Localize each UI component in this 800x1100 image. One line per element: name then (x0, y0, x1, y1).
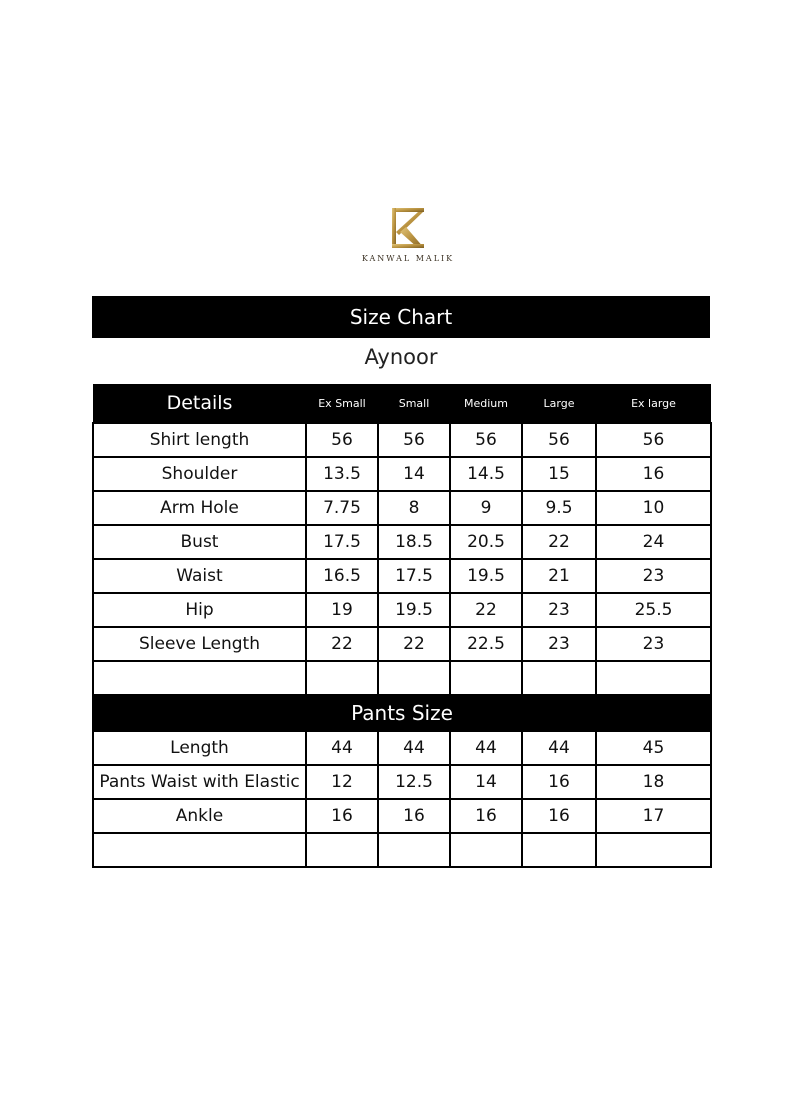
row-label: Arm Hole (93, 491, 306, 525)
measurement-cell: 56 (596, 423, 711, 457)
measurement-cell: 16.5 (306, 559, 378, 593)
row-label: Bust (93, 525, 306, 559)
measurement-cell: 56 (378, 423, 450, 457)
pants-section-row (93, 695, 711, 731)
table-row (93, 627, 711, 661)
row-label: Sleeve Length (93, 627, 306, 661)
measurement-cell: 22 (306, 627, 378, 661)
measurement-cell: 12.5 (378, 765, 450, 799)
measurement-cell: 23 (522, 593, 596, 627)
table-row (93, 491, 711, 525)
measurement-cell: 23 (522, 627, 596, 661)
row-label: Pants Waist with Elastic (93, 765, 306, 799)
blank-cell (596, 833, 711, 867)
measurement-cell: 9 (450, 491, 522, 525)
row-label: Shirt length (93, 423, 306, 457)
row-label: Shoulder (93, 457, 306, 491)
blank-cell (450, 833, 522, 867)
measurement-cell: 22 (378, 627, 450, 661)
measurement-cell: 44 (378, 731, 450, 765)
row-label: Waist (93, 559, 306, 593)
size-chart-title-bar (92, 296, 710, 338)
measurement-cell: 18 (596, 765, 711, 799)
blank-cell (378, 661, 450, 695)
measurement-cell: 20.5 (450, 525, 522, 559)
measurement-cell: 44 (306, 731, 378, 765)
measurement-cell: 16 (450, 799, 522, 833)
measurement-cell: 44 (450, 731, 522, 765)
measurement-cell: 15 (522, 457, 596, 491)
measurement-cell: 16 (522, 765, 596, 799)
measurement-cell: 56 (522, 423, 596, 457)
size-chart-title: Size Chart (349, 305, 453, 329)
measurement-cell: 25.5 (596, 593, 711, 627)
measurement-cell: 22.5 (450, 627, 522, 661)
table-row (93, 525, 711, 559)
measurement-cell: 21 (522, 559, 596, 593)
size-header-ex-large: Ex large (596, 384, 711, 423)
measurement-cell: 16 (378, 799, 450, 833)
measurement-cell: 14 (378, 457, 450, 491)
measurement-cell: 13.5 (306, 457, 378, 491)
table-row (93, 457, 711, 491)
table-row (93, 799, 711, 833)
measurement-cell: 19.5 (450, 559, 522, 593)
size-header-medium: Medium (450, 384, 522, 423)
details-header: Details (93, 384, 306, 423)
measurement-cell: 16 (596, 457, 711, 491)
measurement-cell: 44 (522, 731, 596, 765)
measurement-cell: 8 (378, 491, 450, 525)
size-table-container (92, 384, 710, 868)
measurement-cell: 12 (306, 765, 378, 799)
measurement-cell: 14.5 (450, 457, 522, 491)
blank-cell (93, 661, 306, 695)
measurement-cell: 23 (596, 559, 711, 593)
blank-cell (306, 833, 378, 867)
blank-cell (522, 661, 596, 695)
measurement-cell: 17.5 (378, 559, 450, 593)
measurement-cell: 56 (306, 423, 378, 457)
blank-cell (522, 833, 596, 867)
size-header-small: Small (378, 384, 450, 423)
measurement-cell: 19 (306, 593, 378, 627)
measurement-cell: 14 (450, 765, 522, 799)
measurement-cell: 24 (596, 525, 711, 559)
size-header-ex-small: Ex Small (306, 384, 378, 423)
brand-name: KANWAL MALIK (361, 254, 455, 263)
kanwal-malik-k-monogram-icon (390, 206, 426, 250)
blank-cell (93, 833, 306, 867)
brand-logo (360, 206, 456, 263)
measurement-cell: 7.75 (306, 491, 378, 525)
measurement-cell: 18.5 (378, 525, 450, 559)
row-label: Length (93, 731, 306, 765)
blank-cell (450, 661, 522, 695)
measurement-cell: 10 (596, 491, 711, 525)
measurement-cell: 9.5 (522, 491, 596, 525)
size-header-large: Large (522, 384, 596, 423)
blank-cell (596, 661, 711, 695)
size-table (92, 384, 712, 868)
table-row (93, 765, 711, 799)
blank-cell (306, 661, 378, 695)
collection-name: Aynoor (364, 345, 438, 369)
shirt-blank-section (93, 661, 711, 731)
pants-measurements (93, 731, 711, 833)
pants-section-title: Pants Size (93, 695, 711, 731)
row-label: Ankle (93, 799, 306, 833)
measurement-cell: 17 (596, 799, 711, 833)
measurement-cell: 45 (596, 731, 711, 765)
blank-row (93, 661, 711, 695)
table-header-row (93, 384, 711, 423)
measurement-cell: 16 (522, 799, 596, 833)
table-row (93, 559, 711, 593)
shirt-measurements (93, 423, 711, 661)
pants-blank-section (93, 833, 711, 867)
measurement-cell: 23 (596, 627, 711, 661)
measurement-cell: 22 (522, 525, 596, 559)
table-row (93, 593, 711, 627)
measurement-cell: 17.5 (306, 525, 378, 559)
measurement-cell: 16 (306, 799, 378, 833)
row-label: Hip (93, 593, 306, 627)
table-row (93, 423, 711, 457)
blank-cell (378, 833, 450, 867)
measurement-cell: 22 (450, 593, 522, 627)
measurement-cell: 56 (450, 423, 522, 457)
blank-row (93, 833, 711, 867)
measurement-cell: 19.5 (378, 593, 450, 627)
table-row (93, 731, 711, 765)
